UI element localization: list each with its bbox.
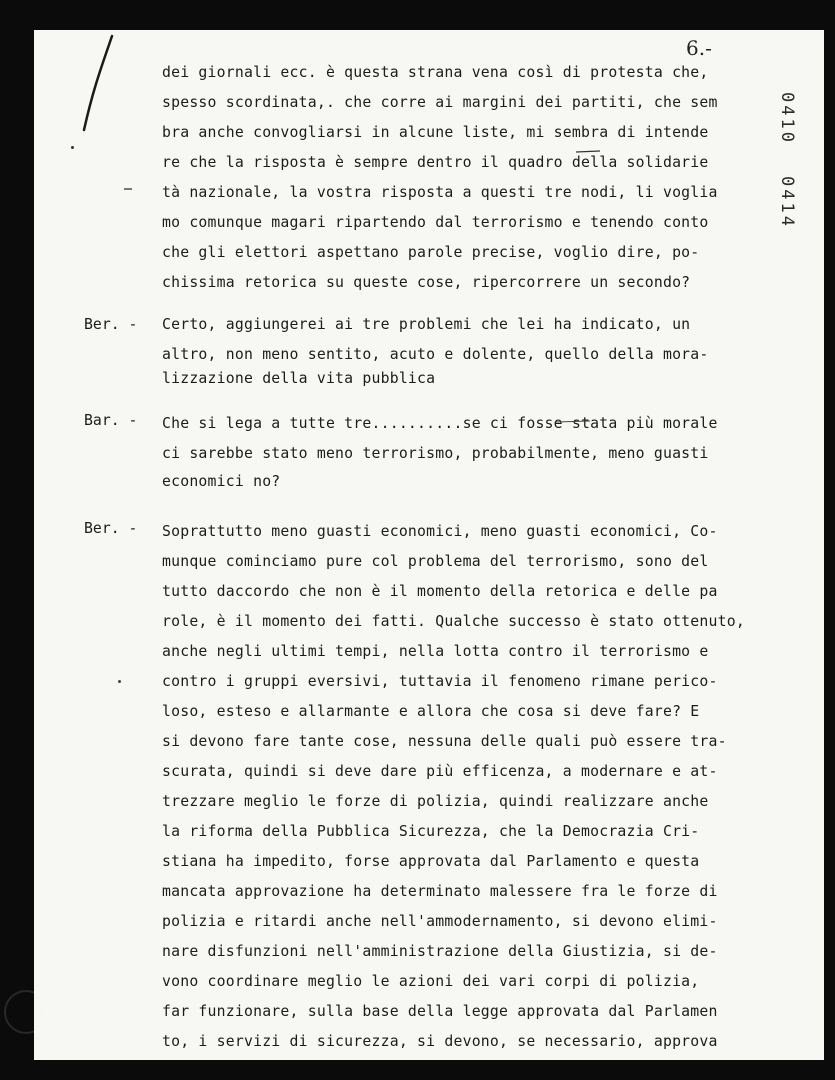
text-line: loso, esteso e allarmante e allora che cosa si deve fare? E <box>162 703 700 720</box>
text-line: Soprattutto meno guasti economici, meno guasti economici, Co- <box>162 523 718 540</box>
text-line: tutto daccordo che non è il momento della retorica e delle pa <box>162 583 718 600</box>
ink-dot <box>124 188 132 190</box>
text-line: nare disfunzioni nell'amministrazione della Giustizia, si de- <box>162 943 718 960</box>
text-line: contro i gruppi eversivi, tuttavia il fenomeno rimane perico- <box>162 673 718 690</box>
text-line: economici no? <box>162 473 281 490</box>
text-line: Che si lega a tutte tre..........se ci fosse stata più morale <box>162 415 718 432</box>
text-line: spesso scordinata,. che corre ai margini dei partiti, che sem <box>162 94 718 111</box>
text-line: dei giornali ecc. è questa strana vena così di protesta che, <box>162 64 709 81</box>
speaker-label: Ber. - <box>84 520 138 537</box>
text-line: to, i servizi di sicurezza, si devono, se necessario, approva <box>162 1033 718 1050</box>
watermark-logo <box>4 990 48 1034</box>
text-line: far funzionare, sulla base della legge approvata dal Parlamen <box>162 1003 718 1020</box>
text-line: lizzazione della vita pubblica <box>162 370 436 387</box>
text-line: vono coordinare meglio le azioni dei vari corpi di polizia, <box>162 973 700 990</box>
archive-stamp: 0414 <box>777 176 797 229</box>
speaker-label: Ber. - <box>84 316 138 333</box>
text-line: polizia e ritardi anche nell'ammodernamento, si devono elimi- <box>162 913 718 930</box>
handwritten-underline <box>554 416 594 426</box>
text-line: munque cominciamo pure col problema del terrorismo, sono del <box>162 553 709 570</box>
text-line: bra anche convogliarsi in alcune liste, mi sembra di intende <box>162 124 709 141</box>
handwritten-underline <box>574 146 604 156</box>
text-line: scurata, quindi si deve dare più efficenza, a modernare e at- <box>162 763 718 780</box>
speaker-label: Bar. - <box>84 412 138 429</box>
text-line: re che la risposta è sempre dentro il quadro della solidarie <box>162 154 709 171</box>
text-line: la riforma della Pubblica Sicurezza, che la Democrazia Cri- <box>162 823 700 840</box>
ink-dot <box>118 680 121 683</box>
text-line: si devono fare tante cose, nessuna delle quali può essere tra- <box>162 733 727 750</box>
text-line: ci sarebbe stato meno terrorismo, probabilmente, meno guasti <box>162 445 709 462</box>
text-line: tà nazionale, la vostra risposta a questi tre nodi, li voglia <box>162 184 718 201</box>
text-line: Certo, aggiungerei ai tre problemi che lei ha indicato, un <box>162 316 691 333</box>
text-line: mo comunque magari ripartendo dal terrorismo e tenendo conto <box>162 214 709 231</box>
document-page <box>34 30 824 1060</box>
text-line: role, è il momento dei fatti. Qualche successo è stato ottenuto, <box>162 613 745 630</box>
text-line: stiana ha impedito, forse approvata dal Parlamento e questa <box>162 853 700 870</box>
text-line: trezzare meglio le forze di polizia, quindi realizzare anche <box>162 793 709 810</box>
text-line: chissima retorica su queste cose, ripercorrere un secondo? <box>162 274 691 291</box>
ink-dot <box>71 146 74 149</box>
pen-stroke-mark <box>54 30 124 150</box>
text-line: mancata approvazione ha determinato malessere fra le forze di <box>162 883 718 900</box>
archive-stamp: 0410 <box>777 92 797 145</box>
text-line: anche negli ultimi tempi, nella lotta contro il terrorismo e <box>162 643 709 660</box>
text-line: che gli elettori aspettano parole precise, voglio dire, po- <box>162 244 700 261</box>
page-number-handwritten: 6.- <box>686 36 712 60</box>
text-line: altro, non meno sentito, acuto e dolente, quello della mora- <box>162 346 709 363</box>
